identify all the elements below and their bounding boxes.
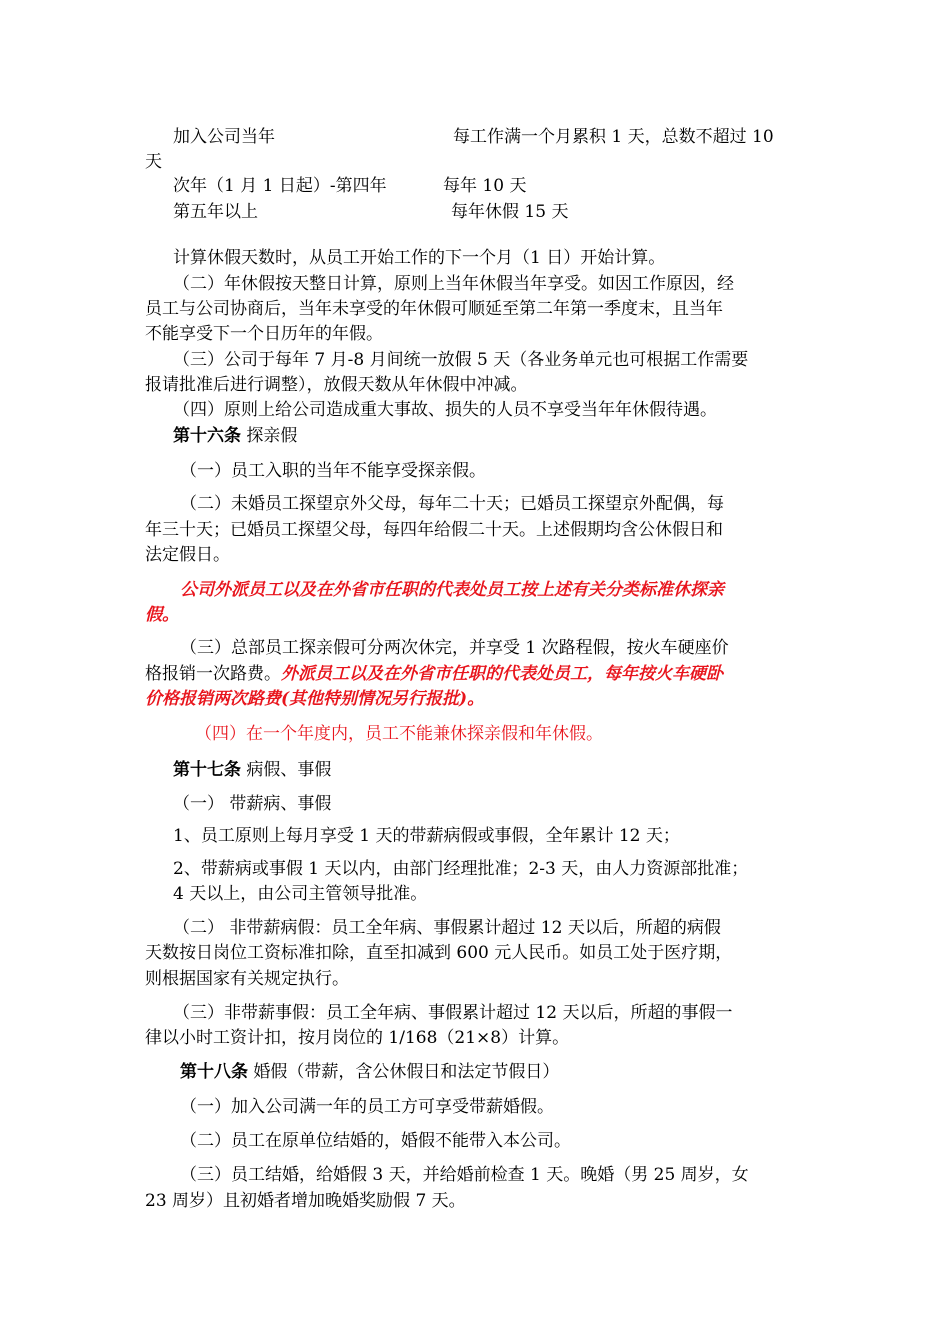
article-16-clause-3-line-1: （三）总部员工探亲假可分两次休完，并享受 1 次路程假，按火车硬座价 [180,638,729,658]
article-17-clause-1: （一） 带薪病、事假 [173,794,332,814]
article-16-clause-3-red-text: 外派员工以及在外省市任职的代表处员工，每年按火车硬卧 [281,664,723,684]
article-16-clause-2-line-2: 年三十天；已婚员工探望父母，每四年给假二十天。上述假期均含公休假日和 [145,520,723,540]
article-18-clause-2: （二）员工在原单位结婚的，婚假不能带入本公司。 [180,1131,571,1151]
article-18-number: 第十八条 [180,1062,248,1082]
article-17-item-1: 1、员工原则上每月享受 1 天的带薪病假或事假，全年累计 12 天； [173,826,680,846]
article-16-heading [173,424,297,448]
entitlement-row-3-label: 第五年以上 [173,202,258,222]
article-17-heading [173,758,331,782]
article-17-clause-3-line-2: 律以小时工资计扣，按月岗位的 1/168（21×8）计算。 [145,1028,570,1048]
article-17-clause-3-line-1: （三）非带薪事假：员工全年病、事假累计超过 12 天以后，所超的事假一 [173,1003,733,1023]
calc-note: 计算休假天数时，从员工开始工作的下一个月（1 日）开始计算。 [173,248,666,268]
article-18-title: 婚假（带薪，含公休假日和法定节假日） [248,1062,560,1082]
article-17-clause-2-line-1: （二） 非带薪病假：员工全年病、事假累计超过 12 天以后，所超的病假 [173,918,721,938]
article-16-red-note-line-1: 公司外派员工以及在外省市任职的代表处员工按上述有关分类标准休探亲 [180,580,724,600]
article-18-clause-3-line-2: 23 周岁）且初婚者增加晚婚奖励假 7 天。 [145,1191,466,1211]
article-16-clause-3-red-line-3: 价格报销两次路费(其他特别情况另行报批)。 [145,689,485,709]
article-16-clause-4: （四）在一个年度内，员工不能兼休探亲假和年休假。 [195,724,603,744]
entitlement-row-2-value: 每年 10 天 [443,176,527,196]
article-17-title: 病假、事假 [241,760,332,780]
article-16-clause-3-text: 格报销一次路费。 [145,664,281,684]
article-18-clause-1: （一）加入公司满一年的员工方可享受带薪婚假。 [180,1097,554,1117]
article-17-clause-2-line-2: 天数按日岗位工资标准扣除，直至扣减到 600 元人民币。如员工处于医疗期， [145,943,733,963]
entitlement-row-2-label: 次年（1 月 1 日起）-第四年 [173,176,387,196]
article-18-clause-3-line-1: （三）员工结婚，给婚假 3 天，并给婚前检查 1 天。晚婚（男 25 周岁，女 [180,1165,749,1185]
annual-clause-2-line-1: （二）年休假按天整日计算，原则上当年休假当年享受。如因工作原因，经 [173,274,734,294]
article-18-heading [180,1060,559,1084]
annual-clause-3-line-2: 报请批准后进行调整），放假天数从年休假中冲减。 [145,375,528,395]
article-16-clause-3-line-2 [145,662,723,686]
annual-clause-4: （四）原则上给公司造成重大事故、损失的人员不享受当年年休假待遇。 [173,400,717,420]
article-16-clause-1: （一）员工入职的当年不能享受探亲假。 [180,461,486,481]
entitlement-row-3-value: 每年休假 15 天 [451,202,569,222]
article-16-title: 探亲假 [241,426,298,446]
article-17-item-2-line-1: 2、带薪病或事假 1 天以内，由部门经理批准；2-3 天，由人力资源部批准； [173,859,749,879]
annual-clause-2-line-2: 员工与公司协商后，当年未享受的年休假可顺延至第二年第一季度末，且当年 [145,299,723,319]
article-16-clause-2-line-1: （二）未婚员工探望京外父母，每年二十天；已婚员工探望京外配偶，每 [180,494,724,514]
article-16-number: 第十六条 [173,426,241,446]
entitlement-row-1-continued: 天 [145,152,162,172]
article-17-number: 第十七条 [173,760,241,780]
entitlement-row-1-label: 加入公司当年 [173,127,275,147]
annual-clause-2-line-3: 不能享受下一个日历年的年假。 [145,324,383,344]
entitlement-row-1-value: 每工作满一个月累积 1 天，总数不超过 10 [453,127,774,147]
article-17-clause-2-line-3: 则根据国家有关规定执行。 [145,969,349,989]
article-16-clause-2-line-3: 法定假日。 [145,545,230,565]
annual-clause-3-line-1: （三）公司于每年 7 月-8 月间统一放假 5 天（各业务单元也可根据工作需要 [173,350,749,370]
article-17-item-2-line-2: 4 天以上，由公司主管领导批准。 [173,884,428,904]
article-16-red-note-line-2: 假。 [145,605,179,625]
